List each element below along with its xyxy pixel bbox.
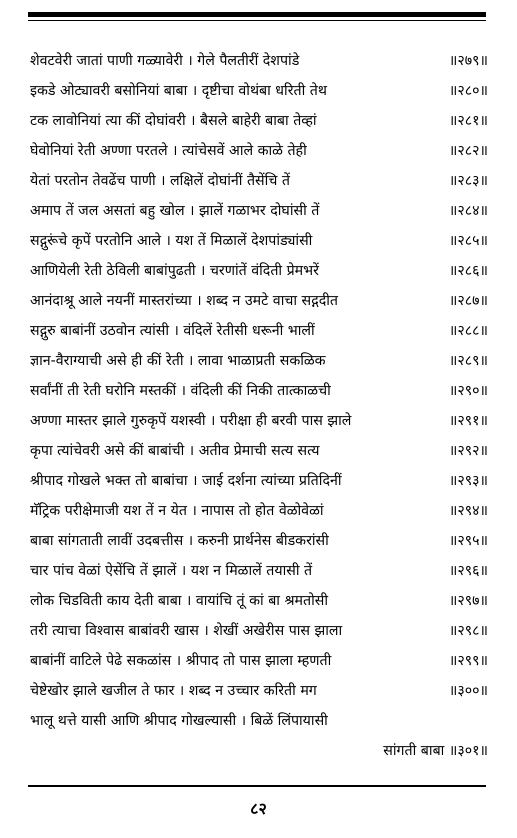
verse-number: ॥२८५॥ bbox=[448, 233, 488, 249]
verse-text: अमाप तें जल असतां बहु खोल । झालें गळाभर दोघांसी तें bbox=[30, 203, 320, 219]
verse-text: मॅट्रिक परीक्षेमाजी यश तें न येत । नापास तो होत वेळोवेळां bbox=[30, 503, 324, 519]
verse-line bbox=[30, 286, 488, 316]
verse-text: शेवटवेरी जातां पाणी गळ्यावेरी । गेले पैलतीरीं देशपांडे bbox=[30, 53, 300, 69]
verse-line bbox=[30, 526, 488, 556]
verse-line bbox=[30, 376, 488, 406]
verse-line bbox=[30, 556, 488, 586]
verse-number: ॥२८३॥ bbox=[448, 173, 488, 189]
page-number: ८२ bbox=[250, 799, 267, 818]
verse-line bbox=[30, 436, 488, 466]
verse-number: ॥२९०॥ bbox=[448, 383, 488, 399]
verse-line bbox=[30, 586, 488, 616]
verse-number: ॥२८१॥ bbox=[448, 113, 488, 129]
verse-text: आनंदाश्रू आले नयनीं मास्तरांच्या । शब्द न उमटे वाचा सद्गदीत bbox=[30, 293, 339, 309]
verse-text: चार पांच वेळां ऐसेंचि तें झालें । यश न मिळालें तयासी तें bbox=[30, 563, 313, 579]
verse-number: ॥२९५॥ bbox=[448, 533, 488, 549]
verse-line bbox=[30, 256, 488, 286]
verse-text: सांगती बाबा bbox=[383, 743, 445, 759]
verse-line bbox=[30, 346, 488, 376]
verse-number: ॥२९१॥ bbox=[448, 413, 488, 429]
verse-number: ॥२८९॥ bbox=[448, 353, 488, 369]
verse-text: येतां परतोन तेवढेंच पाणी । लक्षिलें दोघांनीं तैसेंचि तें bbox=[30, 173, 290, 189]
verse-number: ॥२८२॥ bbox=[448, 143, 488, 159]
verse-text: चेष्टेखोर झाले खजील ते फार । शब्द न उच्चार करिती मग bbox=[30, 683, 317, 699]
verse-line bbox=[30, 706, 488, 736]
verse-line bbox=[30, 646, 488, 676]
verse-text: भालू थत्ते यासी आणि श्रीपाद गोखल्यासी । बिळें लिंपायासी bbox=[30, 713, 328, 729]
verse-text: सर्वांनीं ती रेती घरोनि मस्तकीं । वंदिली कीं निकी तात्काळची bbox=[30, 383, 331, 399]
verse-text: बाबा सांगताती लावीं उदबत्तीस । करुनी प्रार्थनेस बीडकरांसी bbox=[30, 533, 329, 549]
verse-line bbox=[30, 106, 488, 136]
verse-text: इकडे ओट्यावरी बसोनियां बाबा । दृष्टीचा वोथंबा धरिती तेथ bbox=[30, 83, 327, 99]
top-border bbox=[28, 12, 486, 17]
verse-line bbox=[30, 466, 488, 496]
verse-text: सद्गुरु बाबांनीं उठवोन त्यांसी । वंदिलें रेतीसी धरूनी भालीं bbox=[30, 323, 315, 339]
verse-line bbox=[30, 616, 488, 646]
verse-number: ॥२८४॥ bbox=[448, 203, 488, 219]
verse-number: ॥२९३॥ bbox=[448, 473, 488, 489]
verse-continuation-line bbox=[30, 736, 488, 766]
verse-line bbox=[30, 166, 488, 196]
verse-number: ॥२७९॥ bbox=[448, 53, 488, 69]
top-border-thin bbox=[28, 20, 486, 21]
verse-text: बाबांनीं वाटिले पेढे सकळांस । श्रीपाद तो पास झाला म्हणती bbox=[30, 653, 332, 669]
verse-text: आणियेली रेती ठेविली बाबांपुढती । चरणांतें वंदिती प्रेमभरें bbox=[30, 263, 319, 279]
verse-text: टक लावोनियां त्या कीं दोघांवरी । बैसले बाहेरी बाबा तेव्हां bbox=[30, 113, 317, 129]
verse-number: ॥२८६॥ bbox=[448, 263, 488, 279]
verse-number: ॥२८७॥ bbox=[448, 293, 488, 309]
verse-line bbox=[30, 76, 488, 106]
verse-number: ॥२९२॥ bbox=[448, 443, 488, 459]
verse-number: ॥३०१॥ bbox=[448, 743, 488, 759]
verse-line bbox=[30, 226, 488, 256]
verse-text: तरी त्याचा विश्वास बाबांवरी खास । शेखीं अखेरीस पास झाला bbox=[30, 623, 343, 639]
verse-number: ॥२८८॥ bbox=[448, 323, 488, 339]
verse-text: घेवोनियां रेती अण्णा परतले । त्यांचेसवें आले काळे तेही bbox=[30, 143, 307, 159]
verse-text: अण्णा मास्तर झाले गुरुकृपें यशस्वी । परीक्षा ही बरवी पास झाले bbox=[30, 413, 352, 429]
verse-line bbox=[30, 196, 488, 226]
verse-number: ॥२९७॥ bbox=[448, 593, 488, 609]
verse-text: सद्गुरूंचे कृपें परतोनि आले । यश तें मिळालें देशपांड्यांसी bbox=[30, 233, 313, 249]
verse-line bbox=[30, 46, 488, 76]
verse-number: ॥२९४॥ bbox=[448, 503, 488, 519]
verse-line bbox=[30, 316, 488, 346]
verse-text: ज्ञान-वैराग्याची असे ही कीं रेती । लावा भाळाप्रती सकळिक bbox=[30, 353, 326, 369]
verse-text: कृपा त्यांचेवरी असे कीं बाबांची । अतीव प्रेमाची सत्य सत्य bbox=[30, 443, 320, 459]
verse-number: ॥२९९॥ bbox=[448, 653, 488, 669]
verse-line bbox=[30, 136, 488, 166]
verse-line bbox=[30, 676, 488, 706]
verse-list bbox=[30, 46, 488, 766]
verse-number: ॥२८०॥ bbox=[448, 83, 488, 99]
verse-text: लोक चिडविती काय देती बाबा । वायांचि तूं कां बा श्रमतोसी bbox=[30, 593, 329, 609]
verse-number: ॥२९८॥ bbox=[448, 623, 488, 639]
bottom-border bbox=[28, 785, 486, 787]
verse-text: श्रीपाद गोखले भक्त तो बाबांचा । जाई दर्शना त्यांच्या प्रतिदिनीं bbox=[30, 473, 342, 489]
verse-line bbox=[30, 406, 488, 436]
verse-number: ॥२९६॥ bbox=[448, 563, 488, 579]
verse-line bbox=[30, 496, 488, 526]
verse-number: ॥३००॥ bbox=[448, 683, 488, 699]
